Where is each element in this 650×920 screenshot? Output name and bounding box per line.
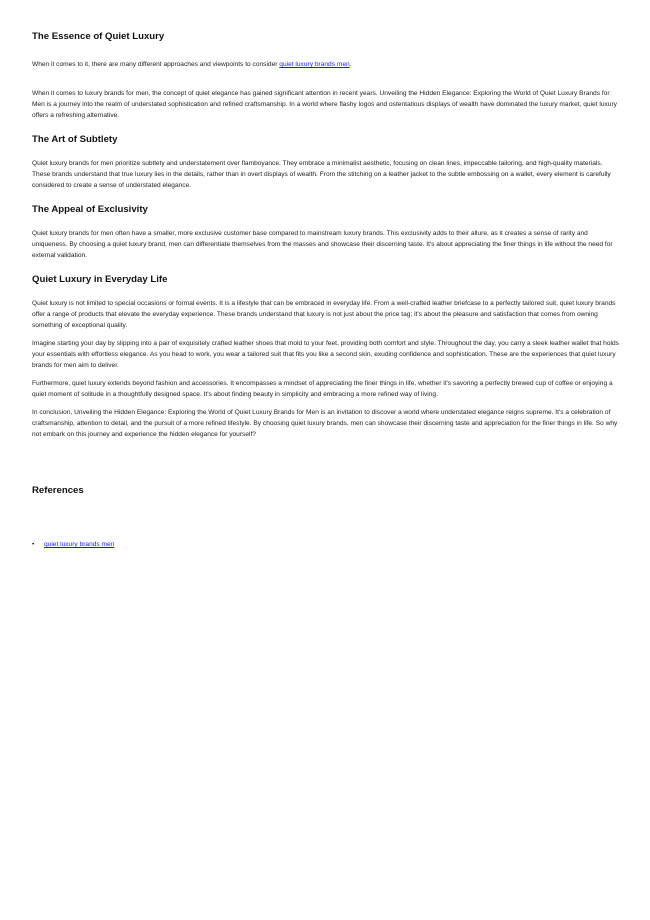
intro-end: . <box>349 61 352 68</box>
everyday-paragraph-4: In conclusion, Unveiling the Hidden Elegance: Exploring the World of Quiet Luxury Brands for Men is an invitation to discover a world where understated elegance reigns supreme. It's a celebration of craftsmanship, attention to detail, and the pursuit of a more refined lifestyle. By choosing quiet luxury brands, men can showcase their discerning taste and appreciation for the finer things in life. So why not embark on this journey and experience the hidden elegance for yourself? <box>32 409 618 438</box>
heading-everyday: Quiet Luxury in Everyday Life <box>32 274 168 285</box>
exclusivity-paragraph: Quiet luxury brands for men often have a smaller, more exclusive customer base compared to mainstream luxury brands. This exclusivity adds to their allure, as it creates a sense of rarity and uniqueness. By choosing a quiet luxury brand, men can differentiate themselves from the masses and showcase their discerning taste. It's about appreciating the finer things in life without the need for external validation. <box>32 230 613 259</box>
intro-paragraph <box>32 59 620 70</box>
everyday-paragraph-2: Imagine starting your day by slipping into a pair of exquisitely crafted leather shoes that mold to your feet, providing both comfort and style. Throughout the day, you carry a sleek leather wallet that holds your essentials with effortless elegance. As you head to work, you wear a tailored suit that fits you like a second skin, exuding confidence and sophistication. These are the experiences that quiet luxury brands for men aim to deliver. <box>32 340 619 369</box>
heading-essence: The Essence of Quiet Luxury <box>32 31 165 42</box>
heading-subtlety: The Art of Subtlety <box>32 134 118 145</box>
bullet: • <box>32 541 35 548</box>
everyday-paragraph-1: Quiet luxury is not limited to special occasions or formal events. It is a lifestyle that can be embraced in everyday life. From a well-crafted leather briefcase to a perfectly tailored suit, quiet luxury brands offer a range of products that elevate the everyday experience. These brands understand that luxury is not just about the price tag; it's about the pleasure and satisfaction that comes from owning something of exceptional quality. <box>32 300 616 329</box>
intro-text: When it comes to it, there are many different approaches and viewpoints to consider <box>32 61 280 68</box>
reference-link[interactable]: quiet luxury brands men <box>44 541 115 548</box>
everyday-paragraph-3: Furthermore, quiet luxury extends beyond fashion and accessories. It encompasses a mindset of appreciating the finer things in life, whether it's savoring a perfectly brewed cup of coffee or enjoying a quiet moment of solitude in a thoughtfully designed space. It's about finding beauty in simplicity and embracing a more refined way of living. <box>32 380 613 398</box>
subtlety-paragraph: Quiet luxury brands for men prioritize subtlety and understatement over flamboyance. They embrace a minimalist aesthetic, focusing on clean lines, impeccable tailoring, and high-quality materials. These brands understand that true luxury lies in the details, rather than in overt displays of wealth. From the stitching on a leather jacket to the subtle embossing on a wallet, every element is carefully considered to create a sense of understated elegance. <box>32 160 611 189</box>
document-content <box>32 26 620 550</box>
intro-link[interactable]: quiet luxury brands men <box>279 61 350 68</box>
essence-paragraph: When it comes to luxury brands for men, the concept of quiet elegance has gained significant attention in recent years. Unveiling the Hidden Elegance: Exploring the World of Quiet Luxury Brands for Men is a journey into the realm of understated sophistication and refined craftsmanship. In a world where flashy logos and ostentatious displays of wealth have dominated the luxury market, quiet luxury offers a refreshing alternative. <box>32 90 617 119</box>
heading-exclusivity: The Appeal of Exclusivity <box>32 204 148 215</box>
heading-references: References <box>32 485 84 496</box>
references-list <box>32 539 620 550</box>
reference-item <box>32 539 620 550</box>
